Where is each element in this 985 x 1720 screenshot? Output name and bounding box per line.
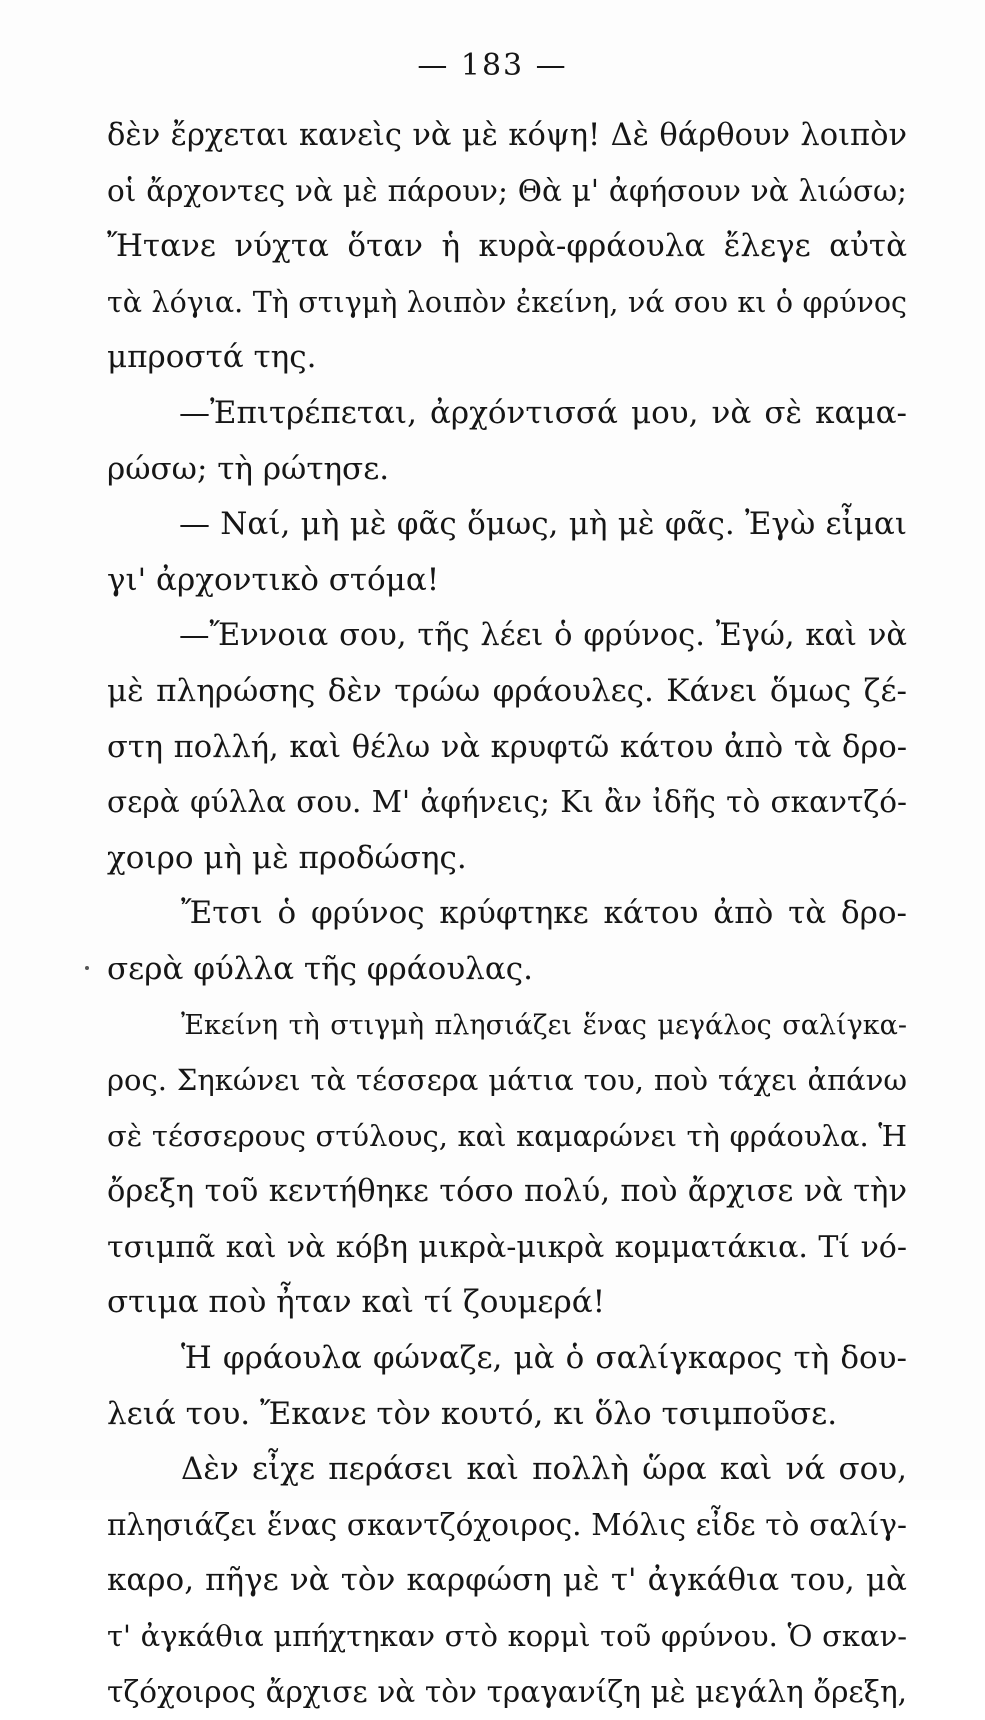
- text-line: μπροστά της.: [107, 339, 317, 376]
- text-line: χοιρο μὴ μὲ προδώσης.: [107, 839, 467, 876]
- text-line: σερὰ φύλλα τῆς φράουλας.: [107, 950, 533, 987]
- text-line: δὲν ἔρχεται κανεὶς νὰ μὲ κόψη! Δὲ θάρθουν λοιπὸν: [107, 118, 907, 153]
- text-line: ρώσω; τὴ ρώτησε.: [107, 450, 390, 487]
- text-line: ρος. Σηκώνει τὰ τέσσερα μάτια του, ποὺ τάχει ἀπάνω: [107, 1063, 907, 1098]
- text-line: Ἡ φράουλα φώναζε, μὰ ὁ σαλίγκαρος τὴ δου-: [181, 1340, 907, 1377]
- text-line: οἱ ἄρχοντες νὰ μὲ πάρουν; Θὰ μ' ἀφήσουν νὰ λιώσω;: [107, 173, 907, 208]
- text-line: Ἐκείνη τὴ στιγμὴ πλησιάζει ἕνας μεγάλος σαλίγκα-: [181, 1009, 907, 1041]
- page-number: — 183 —: [417, 48, 568, 83]
- text-line: λειά του. Ἔκανε τὸν κουτό, κι ὅλο τσιμποῦσε.: [107, 1395, 838, 1432]
- text-line: στη πολλή, καὶ θέλω νὰ κρυφτῶ κάτου ἀπὸ τὰ δρο-: [107, 729, 907, 765]
- text-line: Ἤτανε νύχτα ὅταν ἡ κυρὰ-φράουλα ἔλεγε αὐτὰ: [107, 228, 907, 265]
- ink-speck: [85, 966, 89, 970]
- text-line: ὄρεξη τοῦ κεντήθηκε τόσο πολύ, ποὺ ἄρχισε νὰ τὴν: [107, 1174, 907, 1210]
- text-line: Δὲν εἶχε περάσει καὶ πολλὴ ὥρα καὶ νά σου,: [181, 1451, 907, 1488]
- text-line: σερὰ φύλλα σου. Μ' ἀφήνεις; Κι ἂν ἰδῆς τὸ σκαντζό-: [107, 785, 907, 820]
- text-line: μὲ πληρώσης δὲν τρώω φράουλες. Κάνει ὅμως ζέ-: [107, 672, 907, 709]
- text-line: γι' ἀρχοντικὸ στόμα!: [107, 561, 440, 598]
- text-line: τζόχοιρος ἄρχισε νὰ τὸν τραγανίζη μὲ μεγάλη ὄρεξη,: [107, 1674, 907, 1709]
- text-line: καρο, πῆγε νὰ τὸν καρφώση μὲ τ' ἀγκάθια του, μὰ: [107, 1562, 907, 1599]
- text-line: — Ναί, μὴ μὲ φᾶς ὅμως, μὴ μὲ φᾶς. Ἐγὼ εἶμαι: [179, 506, 907, 543]
- text-line: σὲ τέσσερους στύλους, καὶ καμαρώνει τὴ φράουλα. Ἡ: [107, 1118, 907, 1153]
- text-line: πλησιάζει ἕνας σκαντζόχοιρος. Μόλις εἶδε τὸ σαλίγ-: [107, 1507, 907, 1542]
- text-line: —Ἐπιτρέπεται, ἀρχόντισσά μου, νὰ σὲ καμα-: [179, 394, 907, 431]
- text-line: τὰ λόγια. Τὴ στιγμὴ λοιπὸν ἐκείνη, νά σου κι ὁ φρύνος: [107, 285, 907, 319]
- text-line: τσιμπᾶ καὶ νὰ κόβη μικρὰ-μικρὰ κομματάκια. Τί νό-: [107, 1229, 907, 1265]
- text-line: τ' ἀγκάθια μπήχτηκαν στὸ κορμὶ τοῦ φρύνου. Ὁ σκαν-: [107, 1619, 907, 1654]
- text-line: στιμα ποὺ ἦταν καὶ τί ζουμερά!: [107, 1284, 606, 1321]
- text-line: Ἔτσι ὁ φρύνος κρύφτηκε κάτου ἀπὸ τὰ δρο-: [181, 895, 907, 932]
- text-line: —Ἔννοια σου, τῆς λέει ὁ φρύνος. Ἐγώ, καὶ νὰ: [179, 618, 907, 654]
- body-text: [107, 108, 907, 1720]
